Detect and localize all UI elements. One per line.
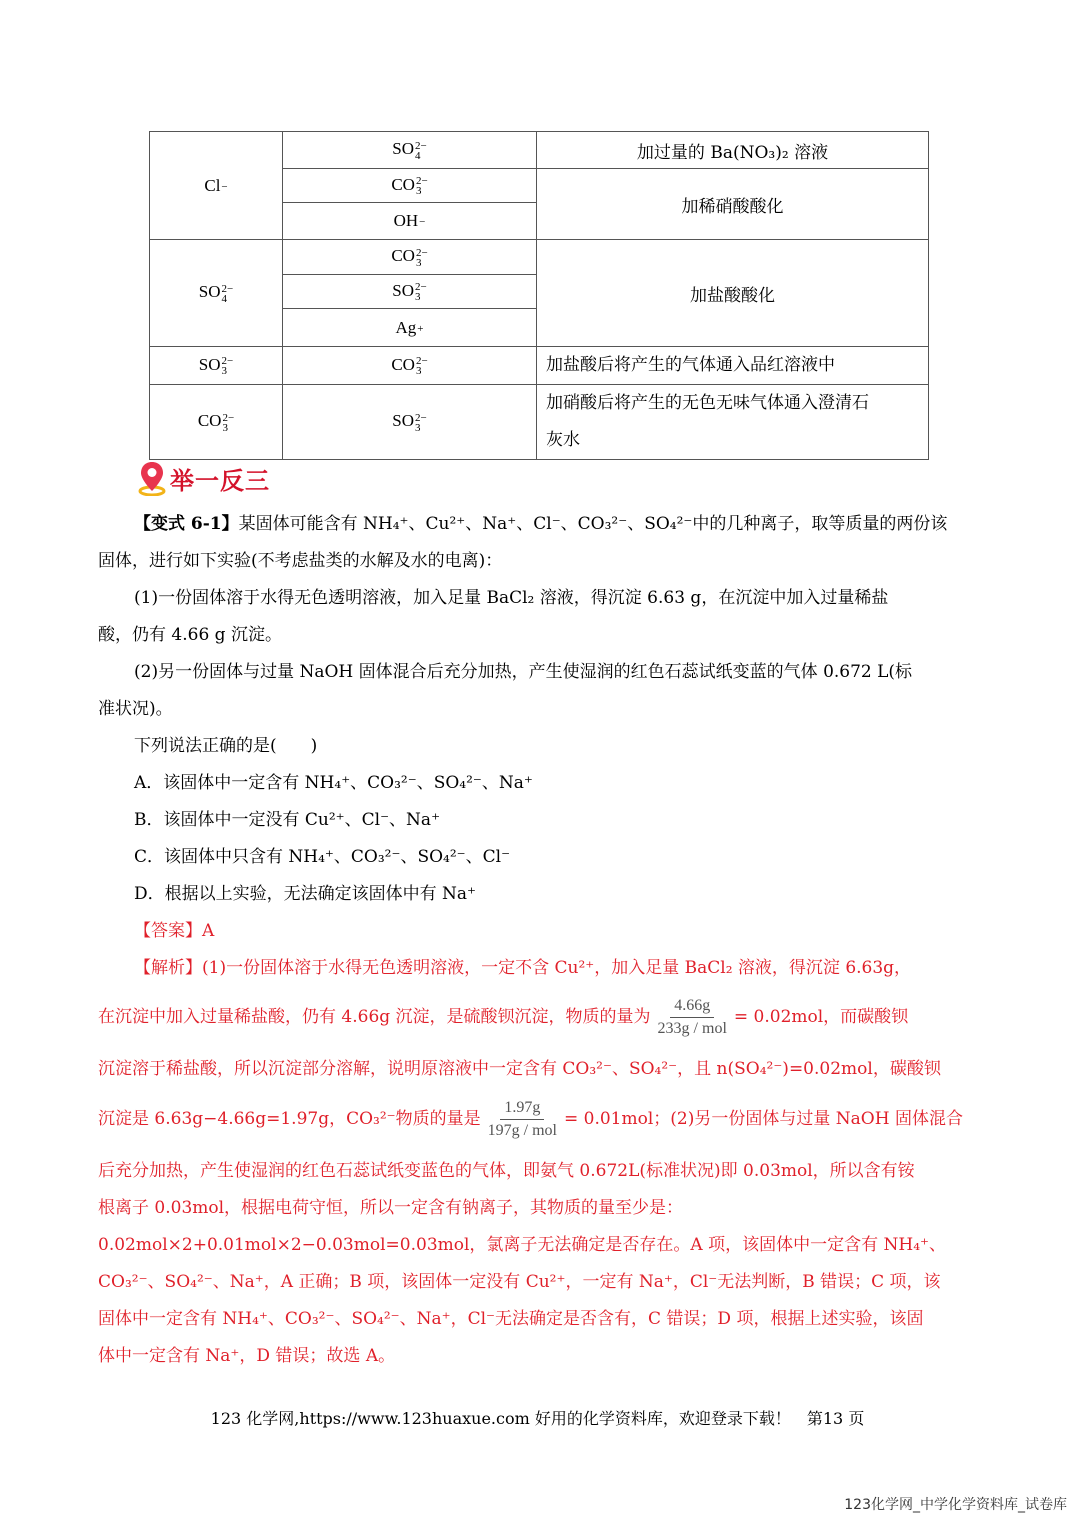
analysis-text: = 0.02mol，而碳酸钡 — [733, 1007, 909, 1027]
analysis-label: 【解析】 — [134, 958, 202, 978]
analysis-line: 根离子 0.03mol，根据电荷守恒，所以一定含有钠离子，其物质的量至少是： — [98, 1198, 684, 1218]
option-c: C．该固体中只含有 NH₄⁺、CO₃²⁻、SO₄²⁻、Cl⁻ — [134, 847, 511, 867]
method-cell: 加盐酸酸化 — [537, 240, 929, 347]
analysis-text: (1)一份固体溶于水得无色透明溶液，一定不含 Cu²⁺，加入足量 BaCl₂ 溶液，得沉淀 6.63g， — [202, 958, 912, 978]
method-cell: 加硝酸后将产生的无色无味气体通入澄清石 灰水 — [537, 385, 929, 460]
answer-value: A — [202, 921, 215, 941]
analysis-line: CO₃²⁻、SO₄²⁻、Na⁺，A 正确；B 项，该固体一定没有 Cu²⁺，一定有 Na⁺，Cl⁻无法判断，B 错误；C 项，该 — [98, 1272, 941, 1292]
experiment-step-2-cont: 准状况)。 — [98, 699, 173, 719]
interfering-ion-cell — [283, 132, 537, 169]
ion-formula: CO 2− 3 — [391, 174, 428, 198]
question-tag: 【变式 6-1】 — [134, 514, 239, 534]
interfering-ion-cell — [283, 309, 537, 347]
ion-formula: OH − — [393, 211, 426, 230]
interfering-ion-cell — [283, 347, 537, 385]
question-stem-line: 某固体可能含有 NH₄⁺、Cu²⁺、Na⁺、Cl⁻、CO₃²⁻、SO₄²⁻中的几种离子，取等质量的两份该 — [238, 514, 948, 534]
analysis-line: 沉淀溶于稀盐酸，所以沉淀部分溶解，说明原溶液中一定含有 CO₃²⁻、SO₄²⁻，且 n(SO₄²⁻)=0.02mol，碳酸钡 — [98, 1059, 941, 1079]
option-d: D．根据以上实验，无法确定该固体中有 Na⁺ — [134, 884, 477, 904]
ion-formula: SO 2− 3 — [392, 280, 427, 304]
analysis-text: = 0.01mol；(2)另一份固体与过量 NaOH 固体混合 — [564, 1109, 963, 1129]
analysis-line: 固体中一定含有 NH₄⁺、CO₃²⁻、SO₄²⁻、Na⁺，Cl⁻无法确定是否含有，C 错误；D 项，根据上述实验，该固 — [98, 1309, 924, 1329]
target-ion-cell — [150, 132, 283, 240]
page-footer: 123 化学网,https://www.123huaxue.com 好用的化学资料库，欢迎登录下载！ 第13 页 — [210, 1409, 865, 1428]
fraction-barium-carbonate — [484, 1099, 561, 1140]
option-b: B．该固体中一定没有 Cu²⁺、Cl⁻、Na⁺ — [134, 810, 441, 830]
option-a: A．该固体中一定含有 NH₄⁺、CO₃²⁻、SO₄²⁻、Na⁺ — [134, 773, 533, 793]
ion-formula: CO 2− 3 — [197, 411, 235, 434]
fraction-barium-sulfate — [654, 997, 731, 1038]
location-pin-icon — [138, 460, 166, 496]
fraction-denominator: 197g / mol — [487, 1122, 557, 1139]
question-stem-line: 固体，进行如下实验(不考虑盐类的水解及水的电离)： — [98, 551, 503, 571]
interfering-ion-cell — [283, 275, 537, 309]
method-cell: 加盐酸后将产生的气体通入品红溶液中 — [537, 347, 929, 385]
analysis-text: 沉淀是 6.63g−4.66g=1.97g，CO₃²⁻物质的量是 — [98, 1109, 481, 1129]
ion-formula: CO 2− 3 — [391, 354, 428, 378]
interfering-ion-cell — [283, 169, 537, 203]
experiment-step-2: (2)另一份固体与过量 NaOH 固体混合后充分加热，产生使湿润的红色石蕊试纸变蓝的气体 0.672 L(标 — [134, 662, 913, 682]
method-cell: 加过量的 Ba(NO₃)₂ 溶液 — [537, 132, 929, 169]
answer-label: 【答案】 — [134, 921, 202, 941]
interfering-ion-cell — [283, 240, 537, 275]
analysis-line — [134, 950, 1014, 987]
section-title: 举一反三 — [170, 466, 270, 495]
analysis-line — [98, 994, 978, 1040]
section-heading — [138, 458, 270, 498]
target-ion-cell — [150, 347, 283, 385]
ion-formula: SO 2− 4 — [198, 282, 234, 305]
question-prompt: 下列说法正确的是( ) — [134, 736, 318, 756]
answer — [134, 913, 1014, 950]
analysis-line: 后充分加热，产生使湿润的红色石蕊试纸变蓝色的气体，即氨气 0.672L(标准状况)即 0.03mol，所以含有铵 — [98, 1161, 915, 1181]
ion-formula: SO 2− 3 — [392, 411, 427, 434]
analysis-line: 体中一定含有 Na⁺，D 错误；故选 A。 — [98, 1346, 396, 1366]
fraction-numerator: 1.97g — [500, 1099, 544, 1120]
analysis-line: 0.02mol×2+0.01mol×2−0.03mol=0.03mol，氯离子无法确定是否存在。A 项，该固体中一定含有 NH₄⁺、 — [98, 1235, 946, 1255]
watermark: 123化学网_中学化学资料库_试卷库 — [844, 1497, 1067, 1513]
target-ion-cell — [150, 385, 283, 460]
ion-formula: Cl − — [204, 175, 228, 195]
ion-test-table — [149, 131, 929, 460]
analysis-text: 在沉淀中加入过量稀盐酸，仍有 4.66g 沉淀，是硫酸钡沉淀，物质的量为 — [98, 1007, 651, 1027]
interfering-ion-cell — [283, 203, 537, 240]
method-cell: 加稀硝酸酸化 — [537, 169, 929, 240]
ion-formula: SO 2− 4 — [392, 139, 427, 162]
question-stem — [98, 506, 978, 543]
ion-formula: SO 2− 3 — [198, 354, 234, 378]
fraction-numerator: 4.66g — [670, 997, 714, 1018]
interfering-ion-cell — [283, 385, 537, 460]
fraction-denominator: 233g / mol — [657, 1020, 727, 1037]
experiment-step-1-cont: 酸，仍有 4.66 g 沉淀。 — [98, 625, 282, 645]
experiment-step-1: (1)一份固体溶于水得无色透明溶液，加入足量 BaCl₂ 溶液，得沉淀 6.63 g，在沉淀中加入过量稀盐 — [134, 588, 889, 608]
ion-formula: Ag + — [395, 317, 424, 337]
ion-formula: CO 2− 3 — [391, 246, 428, 269]
analysis-line — [98, 1096, 978, 1142]
target-ion-cell — [150, 240, 283, 347]
